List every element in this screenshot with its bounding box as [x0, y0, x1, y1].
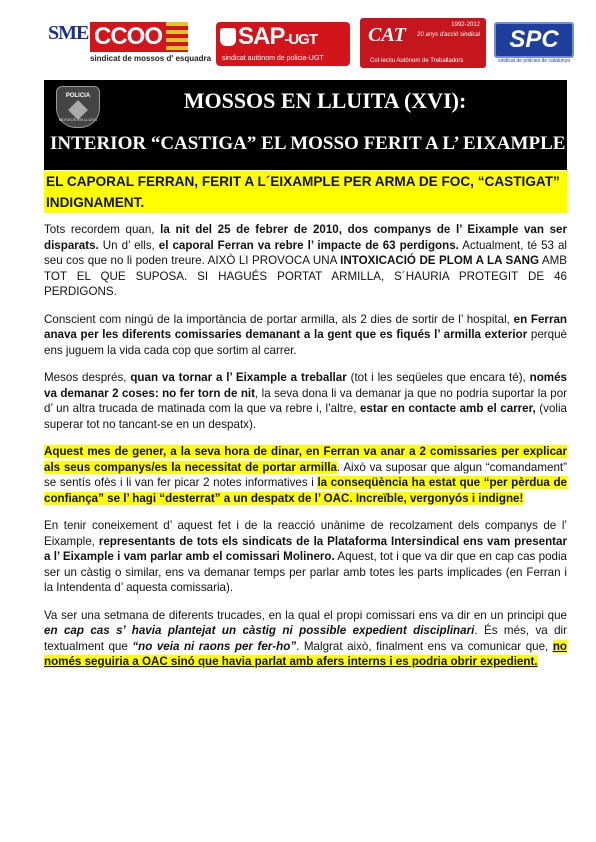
text-span: Actualment, té 53 al seu cos que no li poden treure. AIXÒ LI PROVOCA UNA — [44, 238, 567, 267]
senyera-icon — [166, 22, 188, 52]
cat-logo-text: CAT — [368, 24, 406, 46]
text-span: AMB TOT EL QUE SUPOSA. SI HAGUÉS PORTAT ARMILLA, S´HAURIA PROTEGIT DE 46 PERDIGONS. — [44, 254, 568, 298]
highlighted-bold-span: Aquest mes de gener, a la seva hora de dinar, en Ferran va anar a 2 comissaries per explicar als seus companys/es la necessitat de portar armilla — [44, 445, 567, 474]
spc-logo-subtitle: sindicat de policies de catalunya — [498, 58, 570, 64]
highlighted-bold-span: la conseqüència ha estat que “per pèrdua de confiança” se l’ hagi “desterrat” a un despatx de l’ OAC. Increïble, vergonyós i indigne! — [44, 476, 567, 505]
text-span: . És més, va dir textualment que — [44, 624, 567, 653]
cat-logo-subtitle: Col·lectiu Autònom de Treballadors — [370, 58, 464, 64]
ccoo-logo — [90, 22, 212, 63]
paragraph-5 — [44, 518, 567, 596]
headline: EL CAPORAL FERRAN, FERIT A L´EIXAMPLE PER ARMA DE FOC, “CASTIGAT” INDIGNAMENT. — [44, 171, 567, 213]
text-span: (volia superar tot no tancant-se en un despatx). — [44, 402, 567, 431]
spc-logo-text: SPC — [494, 22, 574, 58]
paragraph-3 — [44, 370, 567, 432]
spc-logo — [494, 22, 574, 64]
article-body — [44, 222, 567, 682]
cat-logo — [360, 18, 486, 68]
sap-logo-text: SAP — [238, 23, 285, 50]
paragraph-1 — [44, 222, 567, 300]
sap-ugt-logo — [216, 22, 350, 66]
bold-span: representants de tots els sindicats de la Plataforma Intersindical ens vam presentar a l’ Eixample i vam parlar amb el comissari Molinero. — [44, 534, 567, 563]
sme-logo — [48, 22, 92, 58]
bold-italic-span: “no veia ni raons per fer-ho” — [132, 639, 297, 653]
text-span: En tenir coneixement d’ aquest fet i de la reacció unànime de recolzament dels companys de l’ Eixample, — [44, 519, 567, 548]
union-logos — [44, 14, 574, 76]
text-span: perquè ens juguem la vida cada cop que sortim al carrer. — [44, 328, 567, 357]
bold-span: el caporal Ferran va rebre l’ impacte de 63 perdigons. — [158, 238, 459, 252]
bold-span: la nit del 25 de febrer de 2010, dos companys de l’ Eixample van ser disparats. — [44, 223, 567, 252]
title-banner — [44, 80, 572, 170]
paragraph-2 — [44, 312, 567, 359]
bold-span: en Ferran anava per les diferents comissaries demanant a la gent que es fiqués l’ armilla exterior — [44, 312, 567, 341]
text-span: Conscient com ningú de la importància de portar armilla, als 2 dies de sortir de l’ hospital, — [44, 312, 514, 326]
hand-icon — [220, 28, 236, 46]
page-title: MOSSOS EN LLUITA (XVI): — [183, 88, 467, 113]
text-span: Mesos després, — [44, 371, 131, 384]
bold-span: estar en contacte amb el carrer, — [359, 402, 536, 415]
text-span: , la seva dona li va demanar ja que no podria suportar la por d’ un altra trucada de matinada com la que va rebre i, l’altre, — [44, 386, 568, 415]
text-span: Tots recordem quan, — [44, 223, 161, 236]
text-span: (tot i les seqüeles que encara té), — [346, 371, 530, 384]
text-span: Va ser una setmana de diferents trucades, en la qual el propi comissari ens va dir en un principi que — [44, 608, 567, 622]
cat-logo-years-subtitle: 20 anys d'acció sindical — [417, 32, 480, 38]
sme-logo-text: SME — [48, 22, 89, 44]
highlighted-underlined-span: no només seguiria a OAC sinó que havia parlat amb afers interns i es podria obrir expedient. — [44, 639, 567, 668]
page-subtitle: INTERIOR “CASTIGA” EL MOSSO FERIT A L’ EIXAMPLE! — [50, 133, 572, 154]
bold-span: INTOXICACIÓ DE PLOM A LA SANG — [340, 254, 540, 267]
cat-logo-years: 1992-2012 — [451, 22, 480, 28]
paragraph-4 — [44, 444, 567, 506]
paragraph-6 — [44, 608, 567, 670]
bold-span: només va demanar 2 coses: no fer torn de nit — [44, 371, 568, 400]
bold-span: quan va tornar a l’ Eixample a treballar — [130, 371, 347, 384]
text-span: Aquest, tot i que va dir que en cap cas podia ser un càstig o similar, ens va demanar temps per parlar amb totes les parts implicades (en Ferran i la Intendenta d’ aquesta comissaria). — [44, 550, 568, 594]
ccoo-logo-subtitle: sindicat de mossos d' esquadra — [90, 54, 212, 63]
badge-bottom-text: MOSSOS EN LLUITA — [58, 117, 98, 122]
bold-italic-span: en cap cas s’ havia plantejat un càstig ni possible expedient disciplinari — [44, 624, 475, 637]
sap-logo-subtitle: sindicat autònom de policia-UGT — [222, 55, 324, 62]
police-badge-icon — [56, 86, 100, 128]
text-span: . Malgrat això, finalment ens va comunicar que, — [296, 639, 553, 653]
sap-logo-suffix: -UGT — [284, 31, 318, 48]
badge-top-text: POLICIA — [65, 93, 91, 99]
ccoo-logo-text: CCOO — [90, 22, 166, 52]
text-span: Un d’ ells, — [98, 238, 159, 252]
text-span: . Això va suposar que algun “comandament” se sentís ofès i li van fer picar 2 notes informatives i — [44, 460, 567, 489]
